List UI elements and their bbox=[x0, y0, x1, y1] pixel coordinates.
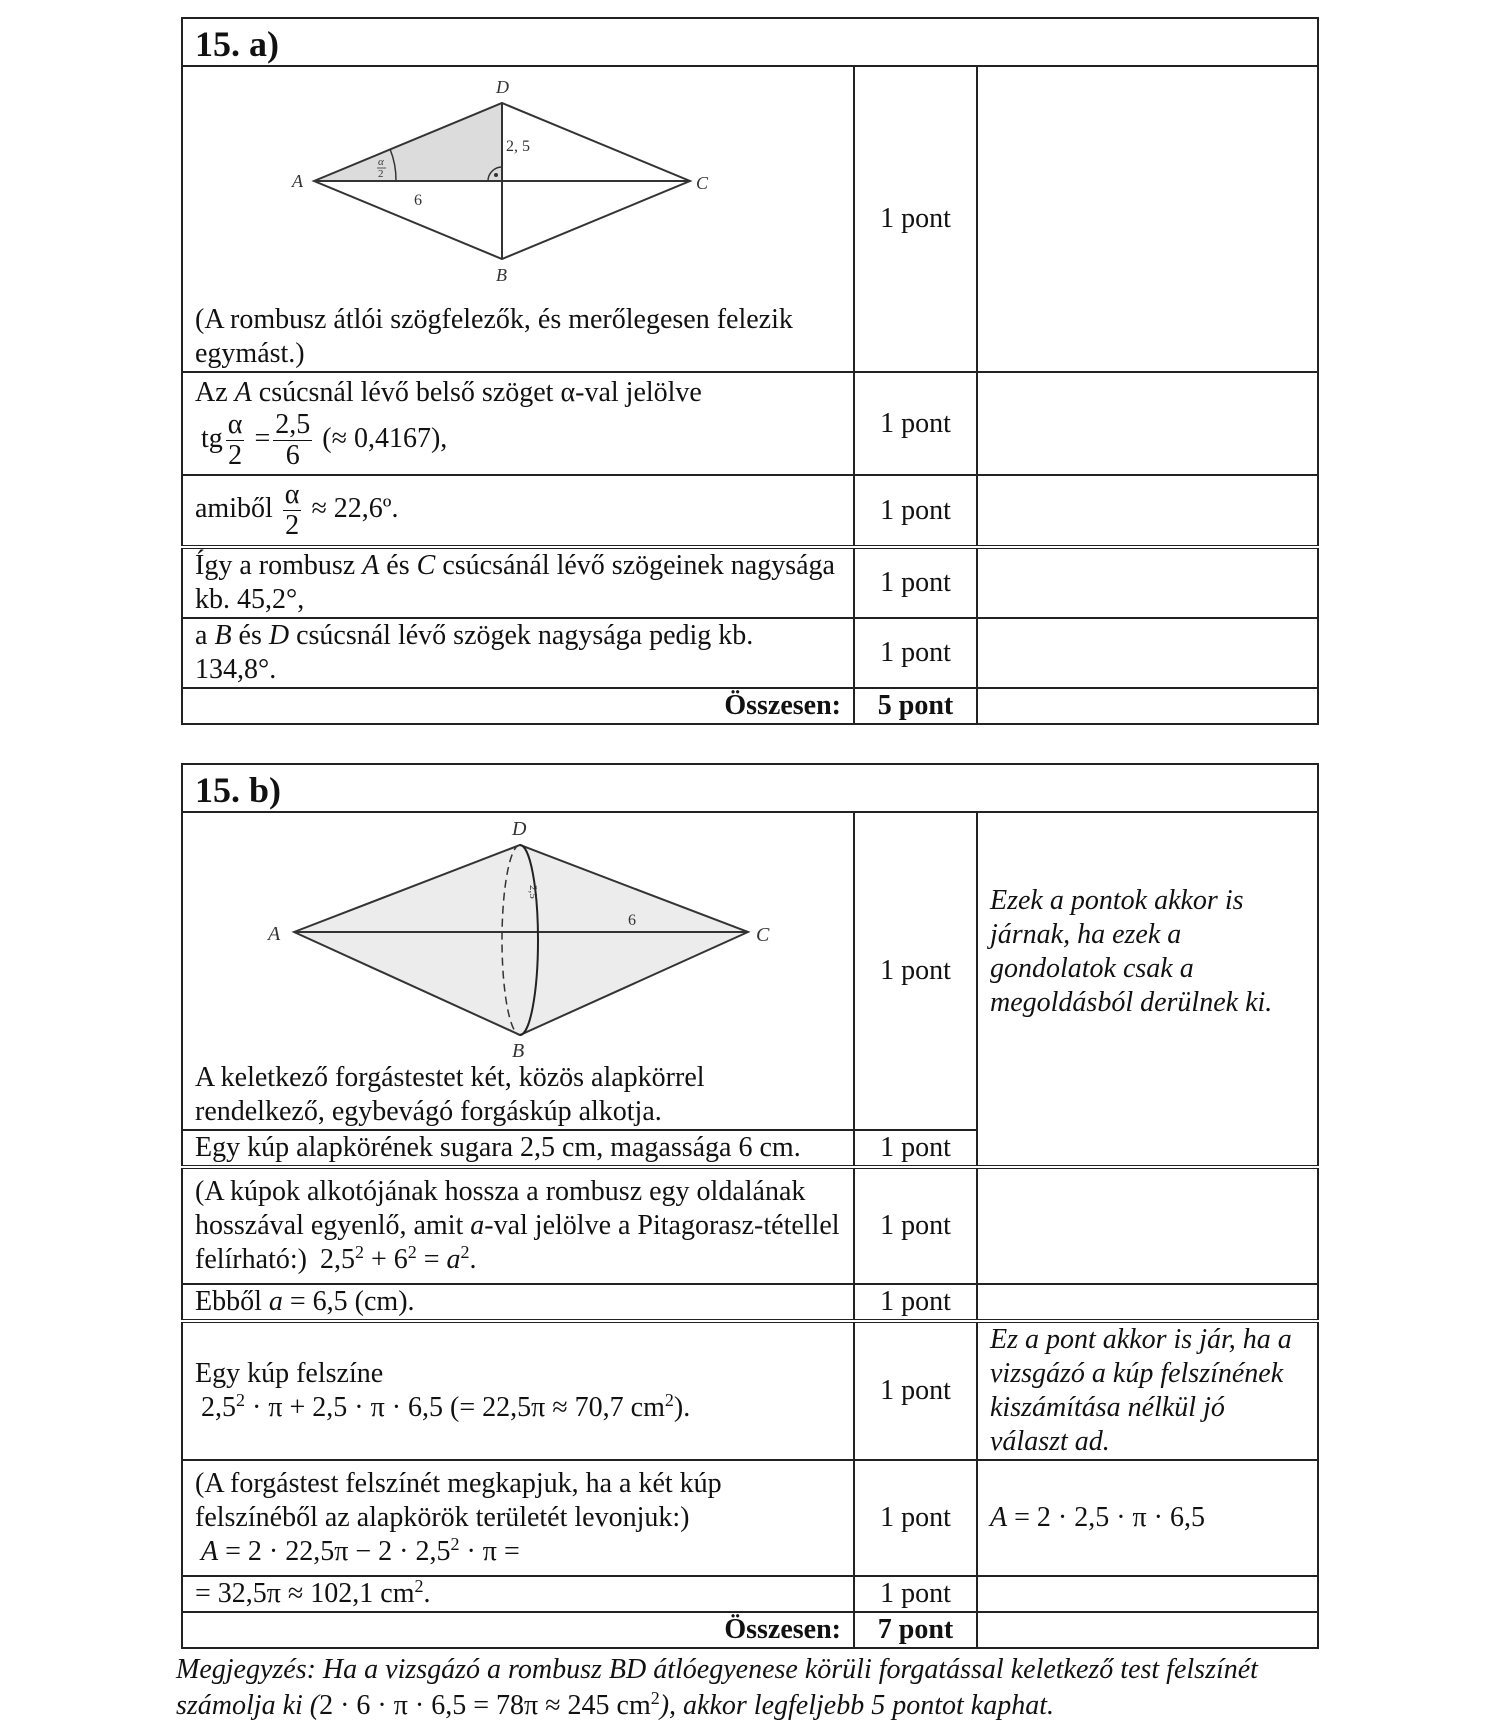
part-a-row2-points: 1 pont bbox=[854, 372, 977, 475]
vertex-label-d: D bbox=[512, 818, 527, 840]
part-b-heading: 15. b) bbox=[182, 764, 1318, 812]
right-angle-dot bbox=[494, 173, 498, 177]
part-b-row5-points: 1 pont bbox=[854, 1321, 977, 1460]
part-b-row4-note bbox=[977, 1284, 1318, 1321]
part-a-heading: 15. a) bbox=[182, 18, 1318, 66]
part-a-row1-points: 1 pont bbox=[854, 66, 977, 372]
part-b-row3-note bbox=[977, 1167, 1318, 1284]
part-a-row3-note bbox=[977, 475, 1318, 547]
part-a-row4-points: 1 pont bbox=[854, 547, 977, 618]
part-a-row3-text: amiből $\frac{\alpha}{2}$ ≈ 22,6º. bbox=[182, 475, 854, 547]
part-b-row3-text: (A kúpok alkotójának hossza a rombusz egy oldalának hosszával egyenlő, amit a-val jelölve a Pitagorasz-tétellel felírható:) $2,5^2 + 6^2 = a^2$. bbox=[182, 1167, 854, 1284]
rotation-figure-b bbox=[258, 815, 778, 1061]
part-a-row5-points: 1 pont bbox=[854, 618, 977, 688]
part-b-row6-points: 1 pont bbox=[854, 1460, 977, 1576]
vertex-label-c: C bbox=[756, 924, 770, 946]
part-b-row2-text: Egy kúp alapkörének sugara 2,5 cm, magassága 6 cm. bbox=[182, 1130, 854, 1167]
part-b-note-2: Ez a pont akkor is jár, ha a vizsgázó a kúp felszínének kiszámítása nélkül jó választ ad. bbox=[977, 1321, 1318, 1460]
vertex-label-b: B bbox=[512, 1040, 525, 1061]
vertex-label-c: C bbox=[696, 173, 709, 193]
part-a-row4-note bbox=[977, 547, 1318, 618]
length-label-6: 6 bbox=[414, 192, 422, 209]
vertex-label-a: A bbox=[292, 171, 303, 191]
part-a-row1-text: (A rombusz átlói szögfelezők, és merőlegesen felezik egymást.) bbox=[195, 304, 793, 369]
part-b-row1-points: 1 pont bbox=[854, 812, 977, 1130]
part-b-row4-text: Ebből a = 6,5 (cm). bbox=[182, 1284, 854, 1321]
part-b-row1-text: A keletkező forgástestet két, közös alapkörrel rendelkező, egybevágó forgáskúp alkotja. bbox=[195, 1062, 705, 1127]
length-label-2-5: 2, 5 bbox=[506, 138, 530, 155]
footnote: Megjegyzés: Ha a vizsgázó a rombusz BD átlóegyenese körüli forgatással keletkező test felszínét számolja ki (2 · 6 · π · 6,5 = 78π ≈ 245 $cm^2$), akkor legfeljebb 5 pontot kaphat. bbox=[176, 1654, 1258, 1721]
part-b-figure-cell bbox=[182, 812, 854, 1130]
part-a-row2-note bbox=[977, 372, 1318, 475]
part-b-note-1: Ezek a pontok akkor is járnak, ha ezek a gondolatok csak a megoldásból derülnek ki. bbox=[977, 812, 1318, 1167]
part-b-total-points: 7 pont bbox=[854, 1612, 977, 1648]
rhombus-figure-a bbox=[278, 71, 758, 297]
part-b-row7-points: 1 pont bbox=[854, 1576, 977, 1612]
part-b-row7-text: = 32,5π ≈ 102,1 $cm^2$. bbox=[182, 1576, 854, 1612]
part-a-row4-text: Így a rombusz A és C csúcsánál lévő szögeinek nagysága kb. 45,2°, bbox=[182, 547, 854, 618]
part-a-total-note bbox=[977, 688, 1318, 724]
part-a-row2-text: Az A csúcsnál lévő belső szöget α-val jelölve tg $\frac{\alpha}{2}$ = $\frac{2,5}{6}$ (≈ 0,4167), bbox=[182, 372, 854, 475]
part-b-row4-points: 1 pont bbox=[854, 1284, 977, 1321]
part-a-total-label: Összesen: bbox=[182, 688, 854, 724]
part-b-row6-note: A = 2 · 2,5 · π · 6,5 bbox=[977, 1460, 1318, 1576]
part-a-row3-points: 1 pont bbox=[854, 475, 977, 547]
part-b-row6-text: (A forgástest felszínét megkapjuk, ha a két kúp felszínéből az alapkörök területét levonjuk:) $A = 2 \cdot 22,5\pi - 2 \cdot 2,5^2 \cdot \pi$ = bbox=[182, 1460, 854, 1576]
tangent-formula: tg $\frac{\alpha}{2}$ = $\frac{2,5}{6}$ (≈ 0,4167), bbox=[201, 409, 448, 471]
part-b-total-note bbox=[977, 1612, 1318, 1648]
vertex-label-a: A bbox=[268, 923, 281, 945]
part-b-row2-points: 1 pont bbox=[854, 1130, 977, 1167]
alpha-num: α bbox=[378, 156, 384, 168]
part-b-row5-text: Egy kúp felszíne $2,5^2 \cdot \pi + 2,5 \cdot \pi \cdot 6,5$ (= 22,5π ≈ 70,7 $cm^2$). bbox=[182, 1321, 854, 1460]
part-a-figure-cell bbox=[182, 66, 854, 372]
part-a-total-points: 5 pont bbox=[854, 688, 977, 724]
part-b-table bbox=[181, 763, 1319, 1649]
part-a-row5-text: a B és D csúcsnál lévő szögek nagysága pedig kb. 134,8°. bbox=[182, 618, 854, 688]
rhombus-body bbox=[294, 845, 748, 1035]
vertex-label-b: B bbox=[496, 265, 507, 285]
part-a-table bbox=[181, 17, 1319, 725]
part-b-row3-points: 1 pont bbox=[854, 1167, 977, 1284]
part-b-row7-note bbox=[977, 1576, 1318, 1612]
length-label-6: 6 bbox=[628, 912, 636, 929]
part-b-total-label: Összesen: bbox=[182, 1612, 854, 1648]
alpha-den: 2 bbox=[378, 168, 384, 180]
radius-label: 2,5 bbox=[527, 885, 539, 899]
part-a-row5-note bbox=[977, 618, 1318, 688]
part-a-row1-note bbox=[977, 66, 1318, 372]
vertex-label-d: D bbox=[496, 77, 509, 97]
